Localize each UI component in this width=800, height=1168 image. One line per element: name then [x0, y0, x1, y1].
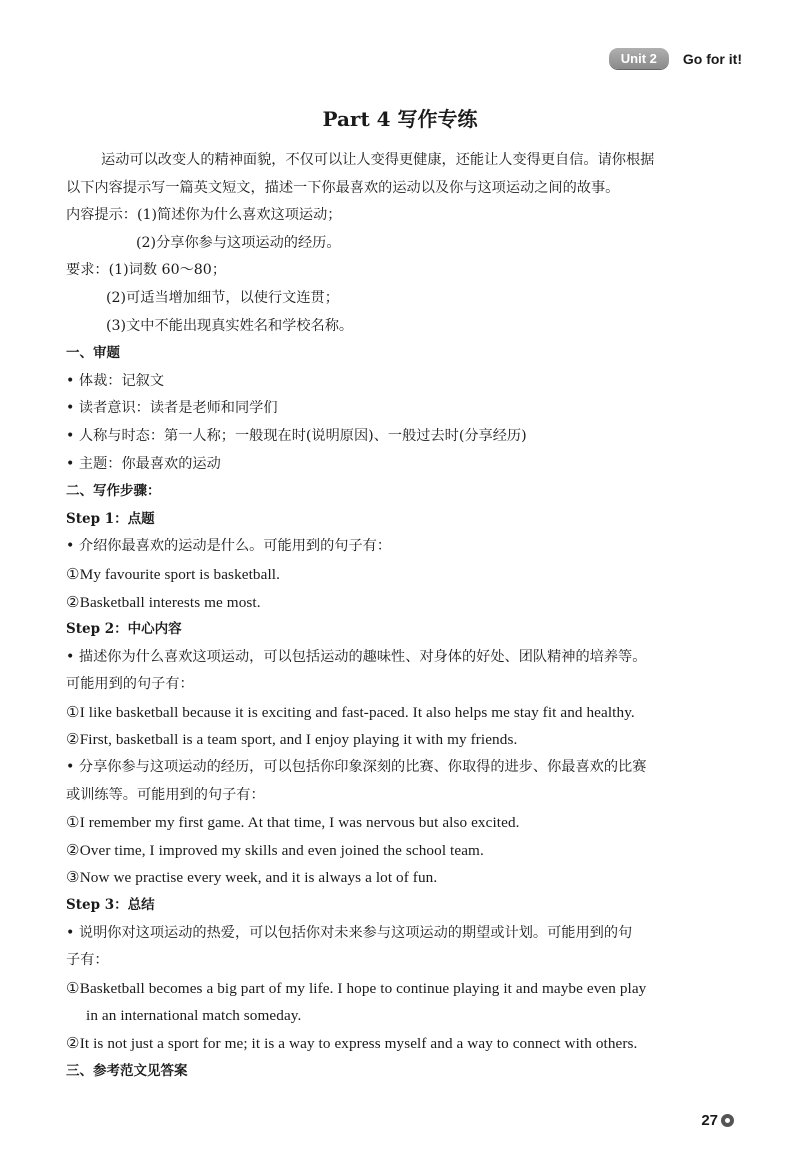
example-sentence: ②Basketball interests me most.	[66, 593, 261, 611]
main-content	[66, 147, 738, 1085]
example-sentence: in an international match someday.	[86, 1007, 302, 1025]
example-sentence: ②First, basketball is a team sport, and I enjoy playing it with my friends.	[66, 731, 518, 749]
step2-prompt: 或训练等。可能用到的句子有：	[66, 786, 265, 803]
flower-icon	[721, 1114, 734, 1127]
step2-prompt: • 分享你参与这项运动的经历，可以包括你印象深刻的比赛、你取得的进步、你最喜欢的比赛	[66, 759, 647, 776]
requirement-line: 要求：(1)词数 60～80；	[66, 262, 227, 279]
intro-line: 运动可以改变人的精神面貌，不仅可以让人变得更健康，还能让人变得更自信。请你根据	[101, 152, 655, 168]
review-item: • 读者意识：读者是老师和同学们	[66, 400, 278, 417]
hint-line: (2)分享你参与这项运动的经历。	[136, 234, 341, 251]
step2-prompt: 可能用到的句子有：	[66, 676, 194, 693]
page-title: Part 4 写作专练	[322, 107, 478, 131]
intro-line: 以下内容提示写一篇英文短文，描述一下你最喜欢的运动以及你与这项运动之间的故事。	[66, 179, 620, 196]
section-heading-review: 一、审题	[66, 345, 120, 362]
page-number-text: 27	[701, 1112, 718, 1129]
review-item: • 体裁：记叙文	[66, 372, 165, 389]
example-sentence: ②It is not just a sport for me; it is a way to express myself and a way to connect with others.	[66, 1035, 638, 1052]
step2-heading: Step 2：中心内容	[66, 621, 182, 638]
hint-line: 内容提示：(1)简述你为什么喜欢这项运动；	[66, 207, 342, 224]
unit-title: Go for it!	[682, 50, 742, 67]
review-item: • 主题：你最喜欢的运动	[66, 455, 221, 472]
example-sentence: ①I remember my first game. At that time, I was nervous but also excited.	[66, 814, 520, 832]
example-sentence: ①I like basketball because it is exciting and fast-paced. It also helps me stay fit and healthy.	[66, 703, 635, 721]
step2-prompt: • 描述你为什么喜欢这项运动，可以包括运动的趣味性、对身体的好处、团队精神的培养等。	[66, 648, 647, 665]
requirement-line: (2)可适当增加细节，以使行文连贯；	[106, 289, 339, 306]
step3-prompt: • 说明你对这项运动的热爱，可以包括你对未来参与这项运动的期望或计划。可能用到的句	[66, 924, 633, 941]
unit-badge: Unit 2	[609, 48, 669, 69]
review-item: • 人称与时态：第一人称；一般现在时(说明原因)、一般过去时(分享经历)	[66, 427, 527, 444]
step1-heading: Step 1：点题	[66, 510, 155, 527]
example-sentence: ①Basketball becomes a big part of my life. I hope to continue playing it and maybe even play	[66, 979, 647, 997]
page-header	[609, 48, 742, 69]
step3-heading: Step 3：总结	[66, 897, 155, 914]
section-heading-steps: 二、写作步骤：	[66, 483, 161, 500]
example-sentence: ②Over time, I improved my skills and even joined the school team.	[66, 841, 484, 859]
page-number	[701, 1112, 734, 1129]
requirement-line: (3)文中不能出现真实姓名和学校名称。	[106, 317, 354, 334]
example-sentence: ③Now we practise every week, and it is always a lot of fun.	[66, 869, 438, 887]
example-sentence: ①My favourite sport is basketball.	[66, 565, 280, 583]
step3-prompt: 子有：	[66, 952, 109, 969]
section-heading-answer: 三、参考范文见答案	[66, 1062, 188, 1079]
step1-prompt: • 介绍你最喜欢的运动是什么。可能用到的句子有：	[66, 538, 392, 555]
